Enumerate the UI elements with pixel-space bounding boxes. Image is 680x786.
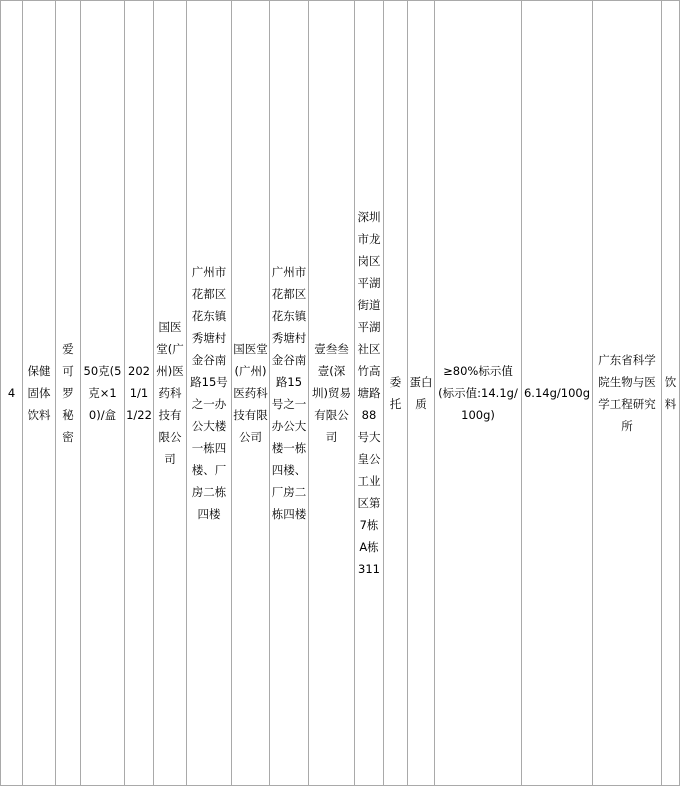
cell-standard-value: ≥80%标示值(标示值:14.1g/100g) bbox=[435, 1, 522, 786]
cell-sampled-company: 壹叁叁壹(深圳)贸易有限公司 bbox=[309, 1, 355, 786]
table-row bbox=[1, 1, 680, 786]
cell-index: 4 bbox=[1, 1, 23, 786]
cell-production-type: 委托 bbox=[384, 1, 408, 786]
cell-product-name: 爱可罗秘密 bbox=[56, 1, 81, 786]
cell-classification: 饮料 bbox=[662, 1, 680, 786]
cell-manufacturer-address: 广州市花都区花东镇秀塘村金谷南路15号之一办公大楼一栋四楼、厂房二栋四楼 bbox=[187, 1, 232, 786]
cell-product-category: 保健固体饮料 bbox=[23, 1, 56, 786]
cell-testing-institution: 广东省科学院生物与医学工程研究所 bbox=[593, 1, 662, 786]
cell-nominal-company-address: 广州市花都区花东镇秀塘村金谷南路15号之一办公大楼一栋四楼、厂房二栋四楼 bbox=[270, 1, 309, 786]
cell-manufacturer: 国医堂(广州)医药科技有限公司 bbox=[154, 1, 187, 786]
cell-sampled-address: 深圳市龙岗区平湖街道平湖社区竹高塘路88号大皇公工业区第7栋A栋311 bbox=[355, 1, 384, 786]
cell-result: 6.14g/100g bbox=[522, 1, 593, 786]
cell-test-item: 蛋白质 bbox=[408, 1, 435, 786]
cell-date: 2021/11/22 bbox=[125, 1, 154, 786]
cell-nominal-company: 国医堂(广州)医药科技有限公司 bbox=[232, 1, 270, 786]
cell-spec: 50克(5克×10)/盒 bbox=[81, 1, 125, 786]
